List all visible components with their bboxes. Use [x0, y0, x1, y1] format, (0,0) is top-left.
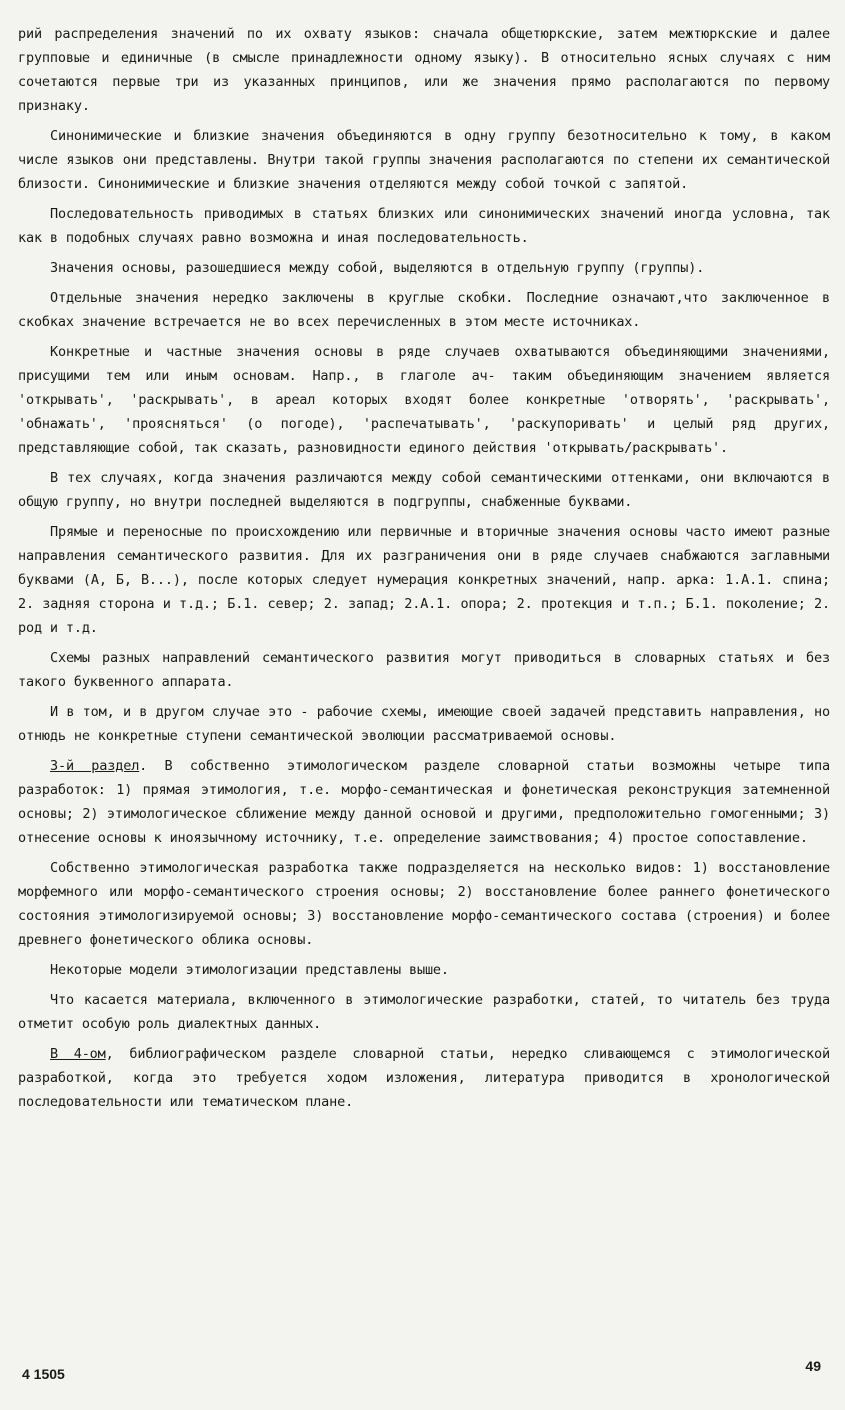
paragraph-15: В 4-ом, библиографическом разделе словарной статьи, нередко сливающемся с этимологической разработкой, когда это требуется ходом изложения, литература приводится в хронологической последовательности или тематическом плане. — [18, 1046, 830, 1110]
paragraph-10: И в том, и в другом случае это - рабочие схемы, имеющие своей задачей представить направления, но отнюдь не конкретные ступени семантической эволюции рассматриваемой основы. — [18, 704, 830, 744]
paragraph-12: Собственно этимологическая разработка также подразделяется на несколько видов: 1) восстановление морфемного или морфо-семантического строения основы; 2) восстановление более раннего фонетического состояния этимологизируемой основы; 3) восстановление морфо-семантического состава (строения) и более древнего фонетического облика основы. — [18, 860, 830, 948]
section-3-heading: 3-й раздел — [50, 758, 140, 774]
paragraph-1: рий распределения значений по их охвату языков: сначала общетюркские, затем межтюркские и далее групповые и единичные (в смысле принадлежности одному языку). В относительно ясных случаях с ним сочетаются первые три из указанных принципов, или же значения прямо располагаются по первому признаку. — [18, 26, 830, 114]
paragraph-3: Последовательность приводимых в статьях близких или синонимических значений иногда условна, так как в подобных случаях равно возможна и иная последовательность. — [18, 206, 830, 246]
section-4-heading: В 4-ом — [50, 1046, 106, 1062]
page-number: 49 — [805, 1358, 821, 1374]
paragraph-8: Прямые и переносные по происхождению или первичные и вторичные значения основы часто имеют разные направления семантического развития. Для их разграничения они в ряде случаев снабжаются заглавными буквами (А, Б, В...), после которых следует нумерация конкретных значений, напр. арка: 1.А.1. спина; 2. задняя сторона и т.д.; Б.1. север; 2. запад; 2.А.1. опора; 2. протекция и т.п.; Б.1. поколение; 2. род и т.д. — [18, 524, 830, 636]
printing-signature: 4 1505 — [22, 1366, 65, 1382]
paragraph-4: Значения основы, разошедшиеся между собой, выделяются в отдельную группу (группы). — [50, 260, 705, 276]
paragraph-11: 3-й раздел. В собственно этимологическом разделе словарной статьи возможны четыре типа разработок: 1) прямая этимология, т.е. морфо-семантическая и фонетическая реконструкция затемненной основы; 2) этимологическое сближение между данной основой и другими, предположительно гомогенными; 3) отнесение основы к иноязычному источнику, т.е. определение заимствования; 4) простое сопоставление. — [18, 758, 830, 846]
paragraph-6: Конкретные и частные значения основы в ряде случаев охватываются объединяющими значениями, присущими тем или иным основам. Напр., в глаголе ач- таким объединяющим значением является 'открывать', 'раскрывать', в ареал которых входят более конкретные 'отворять', 'раскрывать', 'обнажать', 'проясняться' (о погоде), 'распечатывать', 'раскупоривать' и целый ряд других, представляющие собой, так сказать, разновидности единого действия 'открывать/раскрывать'. — [18, 344, 830, 456]
paragraph-2: Синонимические и близкие значения объединяются в одну группу безотносительно к тому, в каком числе языков они представлены. Внутри такой группы значения располагаются по степени их семантической близости. Синонимические и близкие значения отделяются между собой точкой с запятой. — [18, 128, 830, 192]
document-body — [18, 22, 830, 1120]
paragraph-14: Что касается материала, включенного в этимологические разработки, статей, то читатель без труда отметит особую роль диалектных данных. — [18, 992, 830, 1032]
paragraph-7: В тех случаях, когда значения различаются между собой семантическими оттенками, они включаются в общую группу, но внутри последней выделяются в подгруппы, снабженные буквами. — [18, 470, 830, 510]
paragraph-13: Некоторые модели этимологизации представлены выше. — [50, 962, 449, 978]
paragraph-9: Схемы разных направлений семантического развития могут приводиться в словарных статьях и без такого буквенного аппарата. — [18, 650, 830, 690]
paragraph-5: Отдельные значения нередко заключены в круглые скобки. Последние означают,что заключенное в скобках значение встречается не во всех перечисленных в этом месте источниках. — [18, 290, 830, 330]
